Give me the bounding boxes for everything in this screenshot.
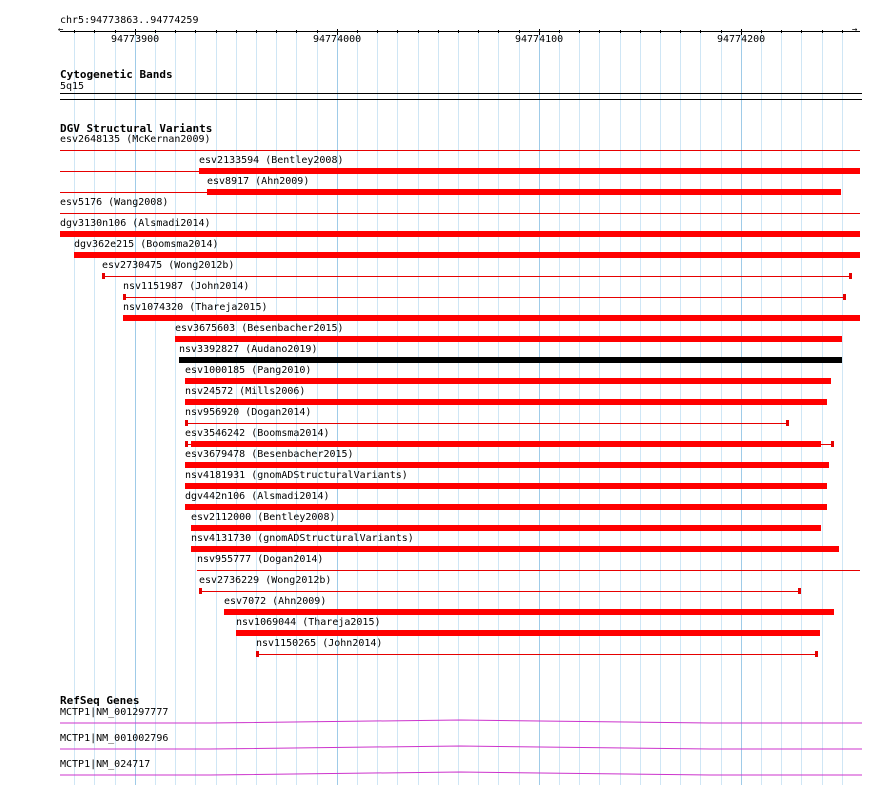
ruler-minor-tick (458, 30, 459, 33)
variant-label[interactable]: esv2133594 (Bentley2008) (199, 155, 344, 166)
ruler-minor-tick (74, 30, 75, 33)
ruler-minor-tick (478, 30, 479, 33)
variant-label[interactable]: dgv3130n106 (Alsmadi2014) (60, 218, 211, 229)
ruler-minor-tick (296, 30, 297, 33)
ruler-minor-tick (357, 30, 358, 33)
gene-intron-line[interactable] (60, 719, 862, 725)
variant-label[interactable]: esv3675603 (Besenbacher2015) (175, 323, 344, 334)
variant-end-cap (798, 588, 801, 594)
ruler-left-arrow-icon: ← (58, 25, 64, 35)
variant-line[interactable] (60, 213, 860, 214)
variant-bar[interactable] (191, 546, 839, 552)
variant-label[interactable]: esv8917 (Ahn2009) (207, 176, 310, 187)
variant-line[interactable] (102, 276, 851, 277)
ruler-minor-tick (781, 30, 782, 33)
variant-label[interactable]: nsv1151987 (John2014) (123, 281, 250, 292)
variant-end-cap (185, 420, 188, 426)
variant-label[interactable]: nsv3392827 (Audano2019) (179, 344, 318, 355)
variant-end-cap (199, 588, 202, 594)
variant-label[interactable]: nsv4131730 (gnomADStructuralVariants) (191, 533, 414, 544)
ruler-minor-tick (377, 30, 378, 33)
variant-label[interactable]: esv3679478 (Besenbacher2015) (185, 449, 354, 460)
locus-label: chr5:94773863..94774259 (60, 15, 199, 26)
variant-end-cap (786, 420, 789, 426)
ruler-minor-tick (700, 30, 701, 33)
variant-bar[interactable] (199, 168, 860, 174)
variant-extension (60, 192, 207, 193)
variant-label[interactable]: nsv1150265 (John2014) (256, 638, 383, 649)
variant-bar[interactable] (74, 252, 860, 258)
variant-bar[interactable] (191, 525, 821, 531)
variant-label[interactable]: esv5176 (Wang2008) (60, 197, 169, 208)
variant-bar[interactable] (185, 504, 827, 510)
ruler-tick-label: 94773900 (111, 34, 160, 45)
gene-label[interactable]: MCTP1|NM_024717 (60, 759, 151, 770)
gene-label[interactable]: MCTP1|NM_001002796 (60, 733, 169, 744)
variant-label[interactable]: nsv1074320 (Thareja2015) (123, 302, 268, 313)
refseq-title: RefSeq Genes (60, 694, 140, 707)
variant-bar[interactable] (191, 441, 821, 447)
cytoband-line-bottom (60, 99, 862, 100)
ruler-minor-tick (822, 30, 823, 33)
variant-end-cap (849, 273, 852, 279)
variant-end-cap (185, 441, 188, 447)
variant-label[interactable]: nsv24572 (Mills2006) (185, 386, 306, 397)
ruler-minor-tick (599, 30, 600, 33)
gene-intron-line[interactable] (60, 771, 862, 777)
ruler-minor-tick (498, 30, 499, 33)
ruler-minor-tick (842, 30, 843, 33)
variant-bar[interactable] (179, 357, 842, 363)
variant-label[interactable]: esv1000185 (Pang2010) (185, 365, 312, 376)
variant-label[interactable]: dgv362e215 (Boomsma2014) (74, 239, 219, 250)
variant-bar[interactable] (207, 189, 841, 195)
variant-bar[interactable] (60, 231, 860, 237)
ruler-axis (60, 31, 860, 32)
variant-bar[interactable] (185, 378, 831, 384)
ruler-minor-tick (94, 30, 95, 33)
variant-line[interactable] (123, 297, 846, 298)
variant-bar[interactable] (224, 609, 834, 615)
variant-bar[interactable] (185, 399, 827, 405)
ruler-minor-tick (721, 30, 722, 33)
ruler-minor-tick (115, 30, 116, 33)
ruler-minor-tick (640, 30, 641, 33)
ruler-tick-label: 94774200 (717, 34, 766, 45)
variant-end-cap (102, 273, 105, 279)
variant-label[interactable]: nsv1069044 (Thareja2015) (236, 617, 381, 628)
ruler-minor-tick (216, 30, 217, 33)
variant-line[interactable] (256, 654, 818, 655)
ruler-minor-tick (418, 30, 419, 33)
variant-label[interactable]: esv7072 (Ahn2009) (224, 596, 327, 607)
ruler-tick-label: 94774100 (515, 34, 564, 45)
variant-bar[interactable] (185, 483, 827, 489)
ruler-minor-tick (397, 30, 398, 33)
variant-bar[interactable] (123, 315, 860, 321)
variant-label[interactable]: nsv955777 (Dogan2014) (197, 554, 324, 565)
ruler-minor-tick (276, 30, 277, 33)
cytoband-line-top (60, 93, 862, 94)
gene-label[interactable]: MCTP1|NM_001297777 (60, 707, 169, 718)
variant-label[interactable]: esv2112000 (Bentley2008) (191, 512, 336, 523)
variant-bar[interactable] (236, 630, 820, 636)
variant-label[interactable]: esv2730475 (Wong2012b) (102, 260, 235, 271)
variant-line[interactable] (185, 423, 789, 424)
ruler-minor-tick (680, 30, 681, 33)
variant-label[interactable]: nsv4181931 (gnomADStructuralVariants) (185, 470, 408, 481)
ruler-minor-tick (519, 30, 520, 33)
dgv-title: DGV Structural Variants (60, 122, 213, 135)
ruler-minor-tick (801, 30, 802, 33)
variant-bar[interactable] (175, 336, 842, 342)
ruler-minor-tick (256, 30, 257, 33)
variant-bar[interactable] (185, 462, 829, 468)
ruler-minor-tick (438, 30, 439, 33)
cytoband-title: Cytogenetic Bands (60, 68, 173, 81)
variant-end-cap (815, 651, 818, 657)
variant-extension (60, 171, 199, 172)
variant-label[interactable]: esv2736229 (Wong2012b) (199, 575, 332, 586)
variant-label[interactable]: dgv442n106 (Alsmadi2014) (185, 491, 330, 502)
variant-label[interactable]: esv3546242 (Boomsma2014) (185, 428, 330, 439)
variant-end-cap (256, 651, 259, 657)
variant-end-cap (123, 294, 126, 300)
variant-end-cap (843, 294, 846, 300)
ruler-minor-tick (317, 30, 318, 33)
ruler-minor-tick (175, 30, 176, 33)
variant-line[interactable] (199, 591, 801, 592)
ruler-minor-tick (620, 30, 621, 33)
ruler-minor-tick (761, 30, 762, 33)
variant-end-cap (831, 441, 834, 447)
ruler-minor-tick (236, 30, 237, 33)
gene-intron-line[interactable] (60, 745, 862, 751)
variant-label[interactable]: esv2648135 (McKernan2009) (60, 134, 211, 145)
ruler-minor-tick (195, 30, 196, 33)
ruler-minor-tick (579, 30, 580, 33)
ruler-minor-tick (155, 30, 156, 33)
ruler-tick-label: 94774000 (313, 34, 362, 45)
ruler-minor-tick (660, 30, 661, 33)
variant-line[interactable] (60, 150, 860, 151)
variant-line[interactable] (197, 570, 860, 571)
cytoband-label: 5q15 (60, 81, 85, 92)
ruler-minor-tick (559, 30, 560, 33)
ruler-right-arrow-icon: → (852, 25, 858, 35)
variant-label[interactable]: nsv956920 (Dogan2014) (185, 407, 312, 418)
